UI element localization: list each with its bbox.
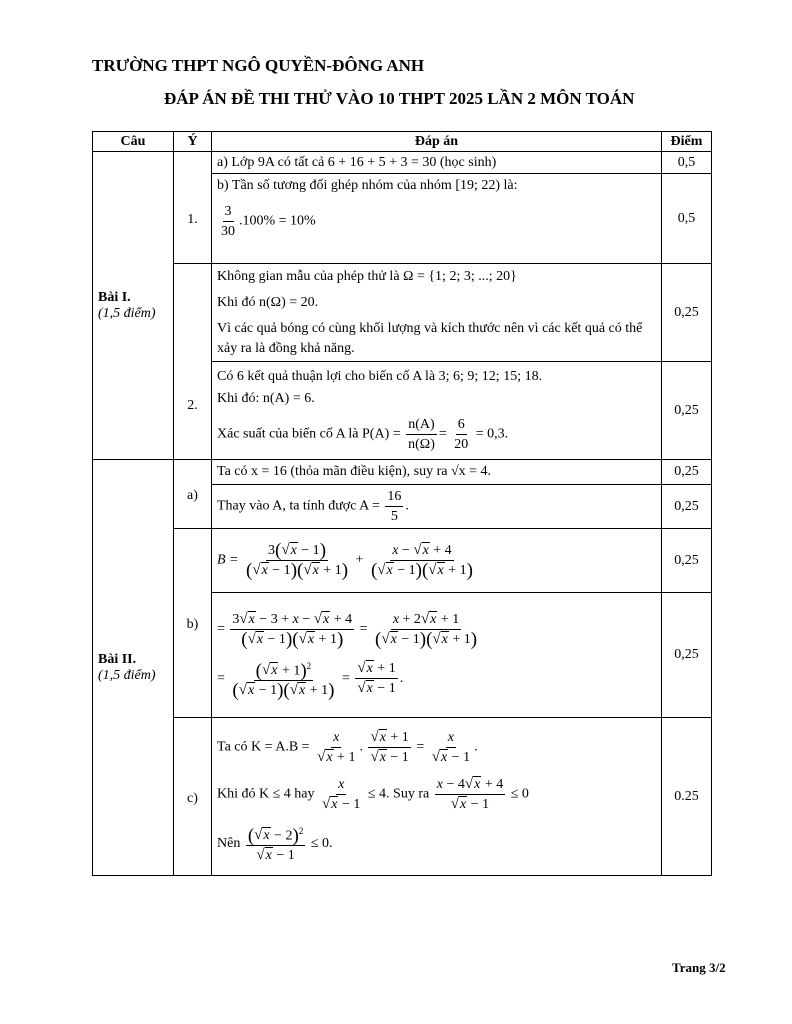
fraction: $\frac{6}{20}$ (454, 417, 469, 452)
fraction: $\frac{3}{30}$ (221, 204, 235, 239)
answer-cell (212, 152, 662, 174)
answer-text: Khi đó n(Ω) = 20. (217, 294, 319, 310)
fraction: $\frac{x}{√x - 1}$ (431, 729, 471, 765)
score-cell: 0,25 (662, 362, 712, 460)
math-line: B = $\frac{3(√x - 1)}{(√x - 1)(√x + 1)}$ + $\frac{x - √x + 4}{(√x - 1)(√x + 1)}$ (217, 540, 473, 581)
score-cell: 0,25 (662, 593, 712, 718)
table-row (93, 460, 712, 485)
fraction: $\frac{√x + 1}{√x - 1}$ (357, 660, 396, 696)
score-cell: 0,25 (662, 529, 712, 593)
answer-cell (212, 529, 662, 593)
question-label: Bài II. (98, 651, 137, 667)
item-label: b) (174, 529, 212, 718)
fraction: $\frac{x + 2√x + 1}{(√x - 1)(√x + 1)}$ (375, 610, 478, 650)
table-row (93, 529, 712, 593)
math-line: Nên $\frac{(√x - 2)^2}{√x - 1}$ ≤ 0. (217, 822, 656, 866)
answer-cell (212, 264, 662, 362)
score-cell: 0,25 (662, 485, 712, 529)
document-title: ĐÁP ÁN ĐỀ THI THỬ VÀO 10 THPT 2025 LẦN 2 MÔN TOÁN (164, 89, 635, 108)
answer-cell (212, 718, 662, 876)
col-answer-header: Đáp án (212, 132, 662, 152)
fraction: $\frac{n(A)}{n(\Omega)}$ (408, 417, 435, 452)
math-line: Ta có K = A.B = $\frac{x}{√x + 1}$ . $\frac{√x + 1}{√x - 1}$ = $\frac{x}{√x - 1}$ . (217, 728, 478, 765)
fraction: $\frac{16}{5}$ (387, 489, 402, 524)
item-label: a) (174, 460, 212, 529)
math-line: = $\frac{(√x + 1)^2}{(√x - 1)(√x + 1)}$ = $\frac{√x + 1}{√x - 1}$ . (217, 657, 656, 701)
fraction: $\frac{x - √x + 4}{(√x - 1)(√x + 1)}$ (370, 542, 473, 581)
item-label: 2. (174, 264, 212, 460)
score-cell: 0,5 (662, 152, 712, 174)
fraction: $\frac{x}{√x + 1}$ (317, 729, 356, 765)
answer-cell: Thay vào A, ta tính được A = $\frac{16}{5}$ . (212, 485, 662, 529)
school-name: TRƯỜNG THPT NGÔ QUYỀN-ĐÔNG ANH (92, 56, 425, 75)
answer-text: a) Lớp 9A có tất cả 6 + 16 + 5 + 3 = 30 (học sinh) (217, 154, 497, 170)
table-row (93, 152, 712, 174)
answer-text: Có 6 kết quả thuận lợi cho biến cố A là 3; 6; 9; 12; 15; 18. (217, 369, 543, 384)
table-header-row (93, 132, 712, 152)
score-cell: 0,25 (662, 460, 712, 485)
question-points: (1,5 điểm) (98, 667, 156, 683)
math-line: Xác suất của biến cố A là P(A) = $\frac{n(A)}{n(\Omega)}$ = $\frac{6}{20}$ = 0,3. (217, 417, 509, 452)
answer-table (92, 131, 712, 876)
answer-text: b) Tần số tương đối ghép nhóm của nhóm [19; 22) là: (217, 178, 518, 193)
answer-cell (212, 593, 662, 718)
col-score-header: Điểm (662, 132, 712, 152)
table-row (93, 718, 712, 876)
score-cell: 0,5 (662, 174, 712, 264)
table-row (93, 264, 712, 362)
fraction: $\frac{3(√x - 1)}{(√x - 1)(√x + 1)}$ (246, 540, 349, 581)
fraction: $\frac{x}{√x - 1}$ (322, 776, 361, 812)
fraction: $\frac{x - 4√x + 4}{√x - 1}$ (436, 775, 504, 812)
item-label: 1. (174, 152, 212, 264)
col-item-header: Ý (174, 132, 212, 152)
answer-cell (212, 460, 662, 485)
math-line: $\frac{3}{30}$ .100% = 10% (221, 204, 316, 239)
math-line: Khi đó K ≤ 4 hay $\frac{x}{√x - 1}$ ≤ 4. Suy ra $\frac{x - 4√x + 4}{√x - 1}$ ≤ 0 (217, 775, 529, 812)
question-points: (1,5 điểm) (98, 305, 156, 321)
answer-text: Không gian mẫu của phép thử là Ω = {1; 2; 3; ...; 20} (217, 268, 517, 284)
math-line: = $\frac{3√x - 3 + x - √x + 4}{(√x - 1)(√x + 1)}$ = $\frac{x + 2√x + 1}{(√x - 1)(√x + 1)}$ (217, 610, 478, 650)
fraction: $\frac{(√x - 2)^2}{√x - 1}$ (246, 822, 306, 866)
answer-text: Ta có x = 16 (thỏa mãn điều kiện), suy ra √x = 4. (217, 464, 492, 479)
fraction: $\frac{√x + 1}{√x - 1}$ (370, 728, 409, 765)
col-question-header: Câu (93, 132, 174, 152)
answer-text: Vì các quả bóng có cùng khối lượng và kích thước nên vì các kết quả có thể xảy ra là đồng khả năng. (217, 320, 643, 356)
question-cell (93, 152, 174, 460)
score-cell: 0.25 (662, 718, 712, 876)
question-label: Bài I. (98, 289, 131, 305)
fraction: $\frac{(√x + 1)^2}{(√x - 1)(√x + 1)}$ (230, 657, 336, 701)
answer-cell (212, 362, 662, 460)
question-cell (93, 460, 174, 876)
score-cell: 0,25 (662, 264, 712, 362)
item-label: c) (174, 718, 212, 876)
page-number: Trang 3/2 (672, 960, 726, 975)
answer-cell (212, 174, 662, 264)
fraction: $\frac{3√x - 3 + x - √x + 4}{(√x - 1)(√x + 1)}$ (232, 610, 353, 650)
answer-text: Khi đó: n(A) = 6. (217, 391, 315, 406)
